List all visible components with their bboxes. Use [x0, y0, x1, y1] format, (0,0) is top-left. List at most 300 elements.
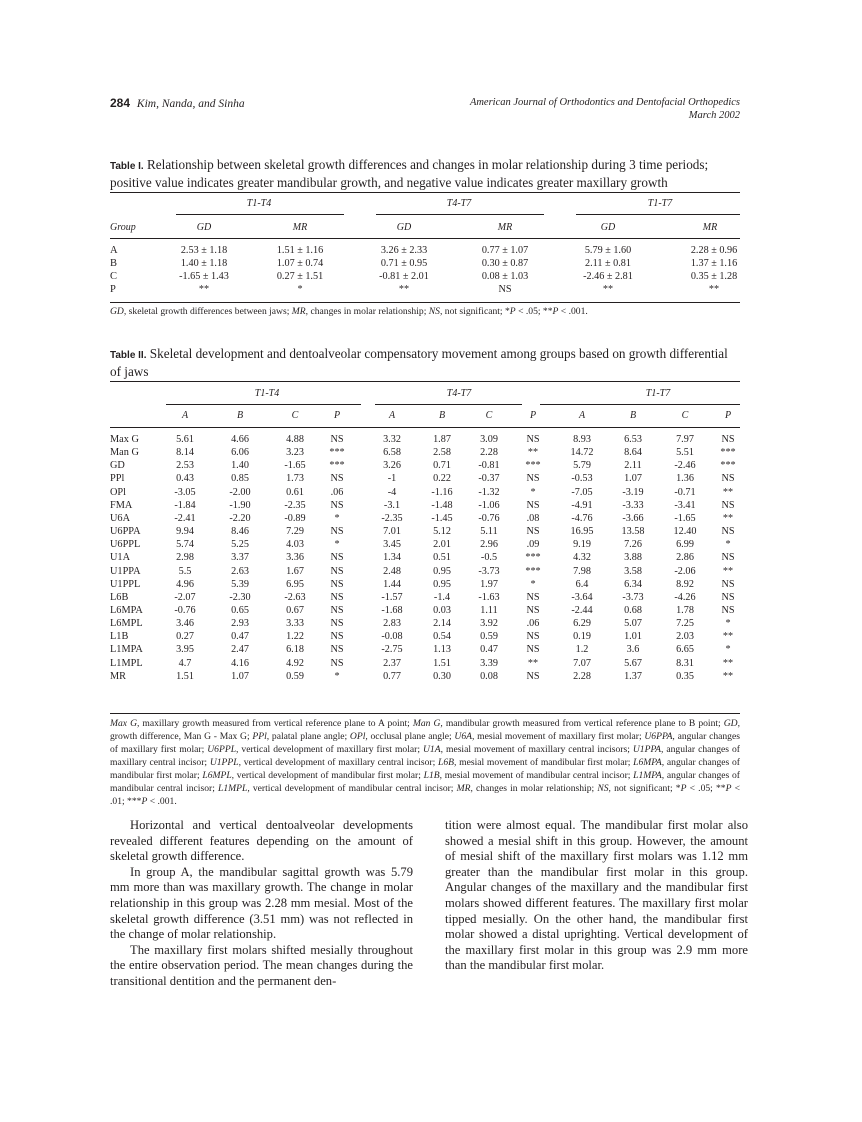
table2-cell: 3.88 — [624, 552, 642, 564]
table1-cell: 1.51 ± 1.16 — [276, 245, 324, 256]
table2-row-label: L6B — [110, 591, 129, 603]
table2-cell: -3.1 — [383, 499, 401, 511]
table2-cell: -0.37 — [478, 473, 500, 485]
table1-cell: 2.53 ± 1.18 — [180, 245, 228, 256]
table1-caption — [110, 157, 740, 191]
footnote-text: < .001. — [558, 306, 588, 317]
table2-cell: -2.41 — [174, 512, 196, 524]
table2-cell: 6.65 — [676, 644, 694, 656]
table2-cell: -1.84 — [174, 499, 196, 511]
table2-row-label: L6MPL — [110, 618, 143, 630]
table2-cell: -0.08 — [381, 631, 403, 643]
table1-period-header: T1-T4 — [246, 198, 272, 209]
table1-column-header: GD — [600, 222, 616, 233]
table2-cell: 0.59 — [286, 670, 304, 682]
table2-cell: -7.05 — [571, 486, 593, 498]
table2-cell: 4.66 — [231, 434, 249, 445]
table2-cell: 2.28 — [480, 447, 498, 459]
footnote-text: vertical development of maxillary central incisor; — [241, 757, 438, 768]
table2-cell: ** — [722, 631, 734, 643]
table2-cell: NS — [330, 657, 344, 669]
table2-cell: * — [530, 578, 536, 590]
footnote-text: occlusal plane angle; — [367, 731, 455, 742]
table2-cell: 16.95 — [570, 526, 594, 538]
table2-cell: ** — [722, 670, 734, 682]
table2-period-rule — [375, 404, 522, 405]
table2-cell: NS — [526, 526, 540, 538]
footnote-text: changes in molar relationship; — [308, 306, 429, 317]
table2-cell: 5.25 — [231, 539, 249, 551]
table2-cell: .09 — [526, 539, 540, 551]
footnote-abbrev: P — [141, 796, 148, 807]
footnote-abbrev: U6A, — [454, 731, 475, 742]
table2-cell: 2.58 — [433, 447, 451, 459]
table2-cell: 7.26 — [624, 539, 642, 551]
table2-cell: 7.97 — [676, 434, 694, 445]
table2-cell: 5.12 — [433, 526, 451, 538]
body-paragraph: The maxillary first molars shifted mesially throughout the entire observation period. The mean changes during the transitional dentition and the permanent den- — [110, 942, 413, 988]
table1-cell: 0.71 ± 0.95 — [380, 258, 428, 269]
table2-cell: NS — [721, 578, 735, 590]
table2-cell: NS — [526, 434, 540, 445]
table2-column-header: P — [724, 410, 732, 421]
table2-cell: -1.68 — [381, 604, 403, 616]
table2-cell: 2.53 — [176, 460, 194, 472]
table2-cell: *** — [525, 552, 541, 564]
table2-cell: 6.29 — [573, 618, 591, 630]
table2-cell: 1.34 — [383, 552, 401, 564]
table2-period-rule — [166, 404, 361, 405]
table2-cell: ** — [722, 486, 734, 498]
table2-cell: 2.63 — [231, 565, 249, 577]
table2-cell: NS — [330, 578, 344, 590]
table2-row-label: GD — [110, 460, 125, 472]
footnote-text: mandibular growth measured from vertical reference plane to B point; — [442, 718, 724, 729]
table2-cell: 0.65 — [231, 604, 249, 616]
table2-cell: 4.88 — [286, 434, 304, 445]
table2-cell: 5.39 — [231, 578, 249, 590]
table2-cell: 3.26 — [383, 460, 401, 472]
table2-row-label: U1A — [110, 552, 131, 564]
table2-cell: 4.32 — [573, 552, 591, 564]
table2-cell: 2.14 — [433, 618, 451, 630]
table2-cell: 1.97 — [480, 578, 498, 590]
table2-cell: ** — [722, 657, 734, 669]
table2-cell: -1.63 — [478, 591, 500, 603]
table2-cell: 12.40 — [673, 526, 697, 538]
table1-cell: 0.27 ± 1.51 — [276, 271, 324, 282]
table2-cell: -1.65 — [674, 512, 696, 524]
journal-name: American Journal of Orthodontics and Dentofacial Orthopedics — [469, 97, 740, 108]
table1-bottom-rule — [110, 302, 740, 303]
table1-cell: ** — [602, 284, 614, 295]
table2-cell: -2.35 — [284, 499, 306, 511]
footnote-text: < .001. — [147, 796, 177, 807]
table2-cell: 0.27 — [176, 631, 194, 643]
table2-cell: 0.30 — [433, 670, 451, 682]
table2-cell: 0.43 — [176, 473, 194, 485]
footnote-text: growth difference, Man G - Max G; — [110, 731, 253, 742]
table2-header-rule — [110, 427, 740, 428]
table2-cell: -0.76 — [478, 512, 500, 524]
table2-column-header: B — [629, 410, 637, 421]
table2-cell: NS — [526, 499, 540, 511]
table2-cell: 3.36 — [286, 552, 304, 564]
table2-cell: 1.07 — [624, 473, 642, 485]
table2-bottom-rule — [110, 713, 740, 714]
table2-cell: 5.67 — [624, 657, 642, 669]
table1-caption-text: Relationship between skeletal growth differences and changes in molar relationship during 3 time periods; positive value indicates greater mandibular growth, and negative value indicates greater maxillary growth — [110, 157, 709, 190]
table2-cell: NS — [330, 565, 344, 577]
table2-cell: -2.00 — [229, 486, 251, 498]
footnote-abbrev: U1A, — [423, 744, 443, 755]
table2-cell: 9.19 — [573, 539, 591, 551]
table1-footnote — [110, 305, 740, 318]
table2-cell: -0.5 — [480, 552, 498, 564]
table2-cell: *** — [525, 460, 541, 472]
table2-cell: NS — [526, 631, 540, 643]
table2-cell: NS — [330, 644, 344, 656]
table2-cell: 6.95 — [286, 578, 304, 590]
table2-cell: 0.47 — [480, 644, 498, 656]
table2-cell: 0.47 — [231, 631, 249, 643]
footnote-text: mesial movement of mandibular central incisor; — [442, 770, 634, 781]
table2-cell: -1.48 — [431, 499, 453, 511]
table2-cell: 1.36 — [676, 473, 694, 485]
table2-cell: -4.26 — [674, 591, 696, 603]
table1-period-header: T1-T7 — [647, 198, 673, 209]
table2-cell: 2.03 — [676, 631, 694, 643]
table2-cell: 8.46 — [231, 526, 249, 538]
table2-cell: -3.66 — [622, 512, 644, 524]
table2-cell: -3.05 — [174, 486, 196, 498]
table2-cell: 0.68 — [624, 604, 642, 616]
table2-cell: NS — [330, 526, 344, 538]
table2-cell: *** — [329, 460, 345, 472]
footnote-text: < .01; *** — [110, 783, 741, 807]
table2-cell: -0.53 — [571, 473, 593, 485]
table2-cell: NS — [330, 552, 344, 564]
table2-cell: * — [334, 512, 340, 524]
table2-cell: 2.28 — [573, 670, 591, 682]
footnote-abbrev: L1B, — [423, 770, 443, 781]
table2-column-header: B — [438, 410, 446, 421]
table2-row-label: L1MPA — [110, 644, 143, 656]
table2-cell: NS — [526, 591, 540, 603]
footnote-abbrev: L6MPL, — [202, 770, 235, 781]
table2-cell: * — [725, 539, 731, 551]
table1-cell: 1.07 ± 0.74 — [276, 258, 324, 269]
table2-top-rule — [110, 381, 740, 382]
table2-cell: 4.03 — [286, 539, 304, 551]
table2-cell: 1.2 — [575, 644, 589, 656]
table2-cell: 0.59 — [480, 631, 498, 643]
table1-row-label: A — [110, 245, 118, 256]
footnote-abbrev: L1MPL, — [218, 783, 250, 794]
table1-cell: -2.46 ± 2.81 — [583, 271, 633, 282]
table2-cell: *** — [720, 460, 736, 472]
table2-cell: -4.91 — [571, 499, 593, 511]
table1-row-label: C — [110, 271, 118, 282]
table2-cell: 6.06 — [231, 447, 249, 459]
table1-top-rule — [110, 192, 740, 193]
table2-cell: 5.74 — [176, 539, 194, 551]
table2-cell: NS — [721, 604, 735, 616]
table2-cell: 13.58 — [621, 526, 645, 538]
table1-cell: 0.08 ± 1.03 — [481, 271, 529, 282]
table2-cell: -2.20 — [229, 512, 251, 524]
footnote-abbrev: L6B, — [438, 757, 457, 768]
table2-cell: 4.92 — [286, 657, 304, 669]
table2-cell: -1.16 — [431, 486, 453, 498]
table2-cell: *** — [720, 447, 736, 459]
body-left-column — [110, 818, 413, 990]
table2-cell: NS — [330, 434, 344, 445]
footnote-text: palatal plane angle; — [269, 731, 350, 742]
footnote-abbrev: GD, — [110, 306, 127, 317]
table1-cell: 5.79 ± 1.60 — [584, 245, 632, 256]
table2-cell: -0.81 — [478, 460, 500, 472]
table2-cell: -3.64 — [571, 591, 593, 603]
table2-period-header: T1-T7 — [645, 388, 671, 399]
table2-row-label: MR — [110, 670, 127, 682]
table2-cell: 8.14 — [176, 447, 194, 459]
table2-column-header: B — [236, 410, 244, 421]
table2-cell: 3.23 — [286, 447, 304, 459]
table2-cell: 6.18 — [286, 644, 304, 656]
footnote-text: skeletal growth differences between jaws; — [126, 306, 292, 317]
table2-cell: -2.06 — [674, 565, 696, 577]
footnote-abbrev: P — [725, 783, 732, 794]
table2-cell: 3.33 — [286, 618, 304, 630]
table2-cell: NS — [721, 499, 735, 511]
table2-cell: 1.73 — [286, 473, 304, 485]
table2-cell: -1.45 — [431, 512, 453, 524]
table2-period-header: T1-T4 — [254, 388, 280, 399]
footnote-abbrev: PPl, — [252, 731, 270, 742]
table2-cell: 5.79 — [573, 460, 591, 472]
table2-cell: 0.61 — [286, 486, 304, 498]
table2-cell: 3.92 — [480, 618, 498, 630]
table2-cell: 5.5 — [178, 565, 192, 577]
footnote-text: vertical development of mandibular first molar; — [234, 770, 424, 781]
table2-cell: .06 — [330, 486, 344, 498]
table2-cell: 0.51 — [433, 552, 451, 564]
table2-cell: 2.37 — [383, 657, 401, 669]
body-paragraph: In group A, the mandibular sagittal growth was 5.79 mm more than was maxillary growth. The change in molar relationship in this group was 2.28 mm mesial. Most of the skeletal growth difference (3.51 mm) was not reflected in the change of molar relationship. — [110, 864, 413, 942]
table2-cell: 0.08 — [480, 670, 498, 682]
table2-cell: 1.13 — [433, 644, 451, 656]
table2-cell: * — [334, 670, 340, 682]
footnote-abbrev: NS, — [597, 783, 611, 794]
table2-cell: 0.95 — [433, 578, 451, 590]
table1-cell: -1.65 ± 1.43 — [179, 271, 229, 282]
table2-cell: -3.73 — [622, 591, 644, 603]
table2-column-header: C — [291, 410, 299, 421]
table2-cell: 2.01 — [433, 539, 451, 551]
footnote-abbrev: L6MPA, — [633, 757, 665, 768]
table2-cell: 1.07 — [231, 670, 249, 682]
table2-cell: -2.44 — [571, 604, 593, 616]
table2-cell: *** — [525, 565, 541, 577]
table2-cell: 0.35 — [676, 670, 694, 682]
footnote-text: angular changes of maxillary first molar; — [110, 731, 740, 755]
table1-cell: ** — [708, 284, 720, 295]
table2-cell: 0.19 — [573, 631, 591, 643]
table2-cell: .08 — [526, 512, 540, 524]
table2-cell: 5.51 — [676, 447, 694, 459]
table2-cell: 2.83 — [383, 618, 401, 630]
footnote-abbrev: Man G, — [412, 718, 443, 729]
table2-row-label: OPl — [110, 486, 127, 498]
table1-header-rule — [110, 238, 740, 239]
table2-cell: 1.67 — [286, 565, 304, 577]
table2-cell: 3.39 — [480, 657, 498, 669]
table2-cell: ** — [527, 447, 539, 459]
table2-column-header: C — [485, 410, 493, 421]
table2-cell: -2.07 — [174, 591, 196, 603]
table2-cell: 4.16 — [231, 657, 249, 669]
table2-cell: 1.11 — [480, 604, 498, 616]
table2-cell: 2.11 — [624, 460, 642, 472]
table2-cell: -0.76 — [174, 604, 196, 616]
table2-cell: * — [334, 539, 340, 551]
table2-cell: NS — [330, 473, 344, 485]
table2-cell: * — [725, 618, 731, 630]
table2-cell: NS — [330, 591, 344, 603]
table2-cell: ** — [722, 565, 734, 577]
table1-column-header: MR — [702, 222, 718, 233]
body-right-column — [445, 818, 748, 974]
table2-cell: -1.65 — [284, 460, 306, 472]
footnote-abbrev: GD, — [723, 718, 740, 729]
table2-cell: 3.09 — [480, 434, 498, 445]
table2-cell: 3.46 — [176, 618, 194, 630]
table1-cell: 0.77 ± 1.07 — [481, 245, 529, 256]
table2-caption — [110, 346, 740, 380]
table2-cell: -2.30 — [229, 591, 251, 603]
table2-cell: -1.57 — [381, 591, 403, 603]
table2-cell: 3.95 — [176, 644, 194, 656]
table2-cell: 1.40 — [231, 460, 249, 472]
table1-cell: -0.81 ± 2.01 — [379, 271, 429, 282]
table2-row-label: U1PPA — [110, 565, 141, 577]
table2-cell: 6.58 — [383, 447, 401, 459]
table1-row-label: P — [110, 284, 116, 295]
table2-cell: -3.73 — [478, 565, 500, 577]
table1-column-header: GD — [396, 222, 412, 233]
table2-cell: NS — [526, 604, 540, 616]
table2-cell: 3.6 — [626, 644, 640, 656]
table2-cell: 0.03 — [433, 604, 451, 616]
footnote-abbrev: P — [509, 306, 516, 317]
table1-cell: 2.28 ± 0.96 — [690, 245, 738, 256]
footnote-abbrev: L1MPA, — [633, 770, 665, 781]
table2-period-header: T4-T7 — [446, 388, 472, 399]
table2-cell: NS — [721, 552, 735, 564]
table2-cell: NS — [526, 473, 540, 485]
table2-row-label: U6PPL — [110, 539, 141, 551]
table2-cell: 7.07 — [573, 657, 591, 669]
table1-period-rule — [576, 214, 740, 215]
table2-cell: 3.37 — [231, 552, 249, 564]
table2-cell: 1.44 — [383, 578, 401, 590]
footnote-text: mesial movement of maxillary central incisors; — [442, 744, 633, 755]
table2-cell: 6.53 — [624, 434, 642, 445]
table2-cell: 1.51 — [433, 657, 451, 669]
table2-cell: *** — [329, 447, 345, 459]
footnote-text: angular changes of maxillary central incisor; — [110, 744, 740, 768]
table2-cell: 1.22 — [286, 631, 304, 643]
footnote-text: not significant; * — [442, 306, 510, 317]
table2-cell: NS — [721, 591, 735, 603]
running-head-left — [110, 96, 245, 110]
table2-cell: 2.96 — [480, 539, 498, 551]
footnote-abbrev: MR, — [291, 306, 309, 317]
table2-caption-text: Skeletal development and dentoalveolar compensatory movement among groups based on growth differential of jaws — [110, 346, 728, 379]
table2-row-label: PPl — [110, 473, 125, 485]
table2-cell: 7.98 — [573, 565, 591, 577]
table2-cell: ** — [722, 512, 734, 524]
table1-cell: 1.40 ± 1.18 — [180, 258, 228, 269]
page-number: 284 — [110, 96, 131, 110]
table2-cell: 3.58 — [624, 565, 642, 577]
table2-cell: -2.75 — [381, 644, 403, 656]
table2-cell: -2.46 — [674, 460, 696, 472]
table2-cell: 7.25 — [676, 618, 694, 630]
table2-column-header: P — [529, 410, 537, 421]
table2-cell: 0.54 — [433, 631, 451, 643]
table2-cell: -4.76 — [571, 512, 593, 524]
table1-cell: * — [297, 284, 303, 295]
table1-column-header: MR — [497, 222, 513, 233]
table2-cell: NS — [330, 618, 344, 630]
footnote-abbrev: U1PPA, — [632, 744, 664, 755]
body-paragraph: Horizontal and vertical dentoalveolar developments revealed different features depending on the amount of skeletal growth difference. — [110, 818, 413, 864]
running-head-right — [470, 96, 740, 122]
table2-row-label: FMA — [110, 499, 133, 511]
table2-cell: -1.90 — [229, 499, 251, 511]
table2-cell: -1 — [387, 473, 397, 485]
table2-cell: 8.64 — [624, 447, 642, 459]
table2-column-header: A — [388, 410, 396, 421]
table2-cell: 0.85 — [231, 473, 249, 485]
table2-cell: 6.4 — [575, 578, 589, 590]
table2-cell: NS — [330, 604, 344, 616]
table2-cell: 6.34 — [624, 578, 642, 590]
table2-label: Table II. — [110, 350, 147, 361]
table2-cell: 1.37 — [624, 670, 642, 682]
footnote-text: not significant; * — [610, 783, 681, 794]
table1-cell: ** — [198, 284, 210, 295]
footnote-abbrev: U6PPA, — [644, 731, 675, 742]
authors: Kim, Nanda, and Sinha — [136, 98, 245, 110]
table1-period-rule — [376, 214, 544, 215]
footnote-text: < .05; ** — [515, 306, 553, 317]
table2-cell: 5.07 — [624, 618, 642, 630]
footnote-abbrev: OPl, — [349, 731, 368, 742]
issue-date: March 2002 — [688, 110, 740, 121]
table2-cell: 5.11 — [480, 526, 498, 538]
table2-cell: 6.99 — [676, 539, 694, 551]
table2-cell: 3.45 — [383, 539, 401, 551]
table2-cell: -3.41 — [674, 499, 696, 511]
table2-cell: * — [725, 644, 731, 656]
table2-cell: -3.19 — [622, 486, 644, 498]
footnote-text: angular changes of mandibular central incisor; — [110, 770, 741, 794]
table2-cell: -3.33 — [622, 499, 644, 511]
table1-label: Table I. — [110, 161, 144, 172]
